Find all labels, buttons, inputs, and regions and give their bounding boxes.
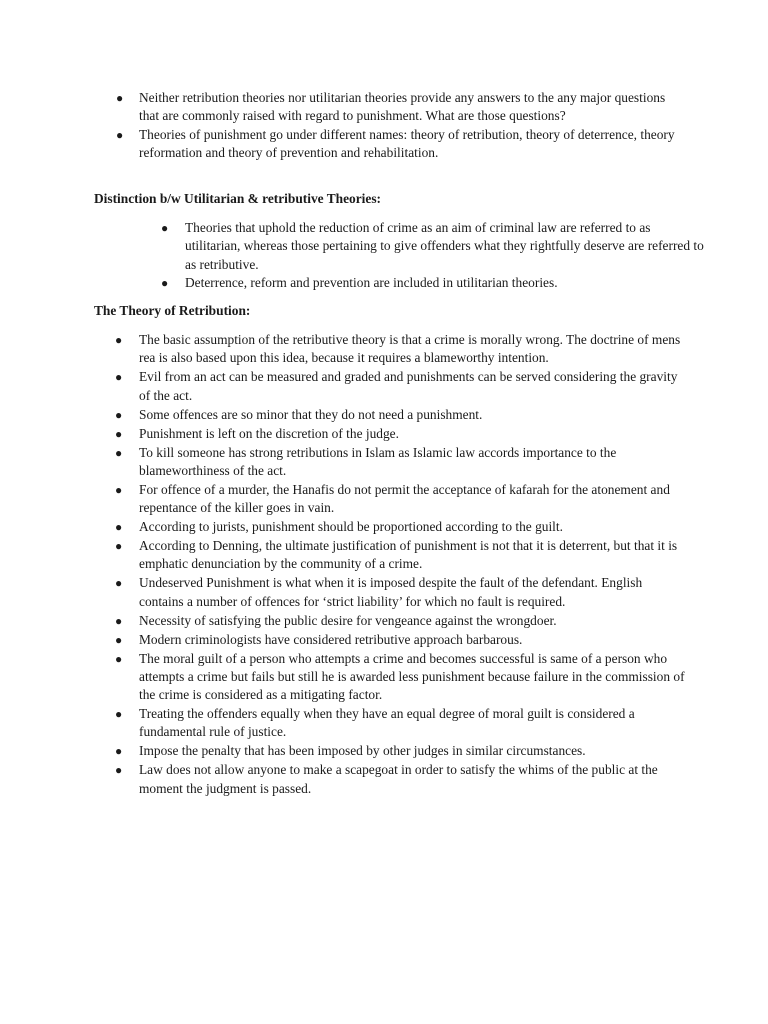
list-item [116, 89, 679, 126]
list-item [115, 481, 687, 518]
list-item-text: Necessity of satisfying the public desire for vengeance against the wrongdoer. [139, 612, 557, 628]
bullet-icon: ● [115, 539, 123, 554]
list-item [115, 612, 687, 630]
bullet-icon: ● [115, 576, 123, 591]
list-item [115, 368, 687, 405]
list-item-text: Modern criminologists have considered retributive approach barbarous. [139, 631, 523, 647]
bullet-icon: ● [115, 632, 123, 647]
list-item [115, 518, 687, 536]
bullet-icon: ● [115, 407, 123, 422]
list-item [161, 274, 705, 292]
list-item-text: To kill someone has strong retributions in Islam as Islamic law accords importance to the blameworthiness of the act. [139, 444, 617, 478]
list-item-text: Evil from an act can be measured and graded and punishments can be served considering the gravity of the act. [139, 369, 678, 403]
list-item [115, 631, 687, 649]
intro-bullet-list [116, 89, 679, 163]
list-item-text: Theories that uphold the reduction of crime as an aim of criminal law are referred to as utilitarian, whereas those pertaining to give offenders what they rightfully deserve are referred to as retributive. [185, 220, 704, 272]
list-item [161, 219, 705, 274]
bullet-icon: ● [161, 276, 169, 291]
bullet-icon: ● [115, 426, 123, 441]
bullet-icon: ● [115, 445, 123, 460]
bullet-icon: ● [115, 333, 123, 347]
section-heading-retribution: The Theory of Retribution: [94, 303, 251, 318]
bullet-icon: ● [116, 128, 124, 143]
list-item-text: Impose the penalty that has been imposed by other judges in similar circumstances. [139, 743, 586, 759]
bullet-icon: ● [116, 91, 124, 105]
distinction-bullet-list [161, 219, 705, 293]
bullet-icon: ● [115, 744, 123, 759]
bullet-icon: ● [115, 707, 123, 722]
list-item [115, 761, 687, 798]
list-item [115, 425, 687, 443]
retribution-bullet-list [115, 331, 687, 799]
list-item [115, 444, 687, 481]
bullet-icon: ● [115, 370, 123, 385]
section-heading-distinction: Distinction b/w Utilitarian & retributive Theories: [94, 191, 382, 206]
list-item-text: Undeserved Punishment is what when it is imposed despite the fault of the defendant. English contains a number of offences for ‘strict liability’ for which no fault is required. [139, 575, 643, 609]
list-item [115, 574, 687, 611]
list-item-text: Treating the offenders equally when they have an equal degree of moral guilt is considered a fundamental rule of justice. [139, 706, 635, 740]
bullet-icon: ● [115, 613, 123, 628]
list-item-text: Neither retribution theories nor utilitarian theories provide any answers to the any major questions that are commonly raised with regard to punishment. What are those questions? [139, 90, 666, 124]
list-item-text: Law does not allow anyone to make a scapegoat in order to satisfy the whims of the public at the moment the judgment is passed. [139, 762, 658, 796]
list-item [115, 705, 687, 742]
list-item-text: The moral guilt of a person who attempts a crime and becomes successful is same of a person who attempts a crime but fails but still he is awarded less punishment because failure in the commission of the crime is considered as a mitigating factor. [139, 650, 685, 703]
list-item [115, 331, 687, 368]
bullet-icon: ● [115, 520, 123, 535]
bullet-icon: ● [161, 221, 169, 235]
list-item [115, 406, 687, 424]
list-item-text: Deterrence, reform and prevention are included in utilitarian theories. [185, 275, 558, 291]
bullet-icon: ● [115, 651, 123, 666]
bullet-icon: ● [115, 763, 123, 778]
list-item-text: For offence of a murder, the Hanafis do not permit the acceptance of kafarah for the atonement and repentance of the killer goes in vain. [139, 481, 670, 516]
list-item [115, 742, 687, 760]
list-item [116, 126, 679, 163]
list-item-text: Theories of punishment go under different names: theory of retribution, theory of deterrence, theory reformation and theory of prevention and rehabilitation. [139, 127, 675, 161]
list-item-text: According to Denning, the ultimate justification of punishment is not that it is deterrent, but that it is emphatic denunciation by the community of a crime. [139, 538, 678, 572]
list-item-text: The basic assumption of the retributive theory is that a crime is morally wrong. The doctrine of mens rea is also based upon this idea, because it requires a blameworthy intention. [139, 332, 681, 366]
list-item [115, 650, 687, 705]
list-item [115, 537, 687, 574]
bullet-icon: ● [115, 482, 123, 497]
list-item-text: Some offences are so minor that they do not need a punishment. [139, 406, 483, 422]
list-item-text: According to jurists, punishment should be proportioned according to the guilt. [139, 519, 563, 535]
list-item-text: Punishment is left on the discretion of the judge. [139, 425, 399, 441]
